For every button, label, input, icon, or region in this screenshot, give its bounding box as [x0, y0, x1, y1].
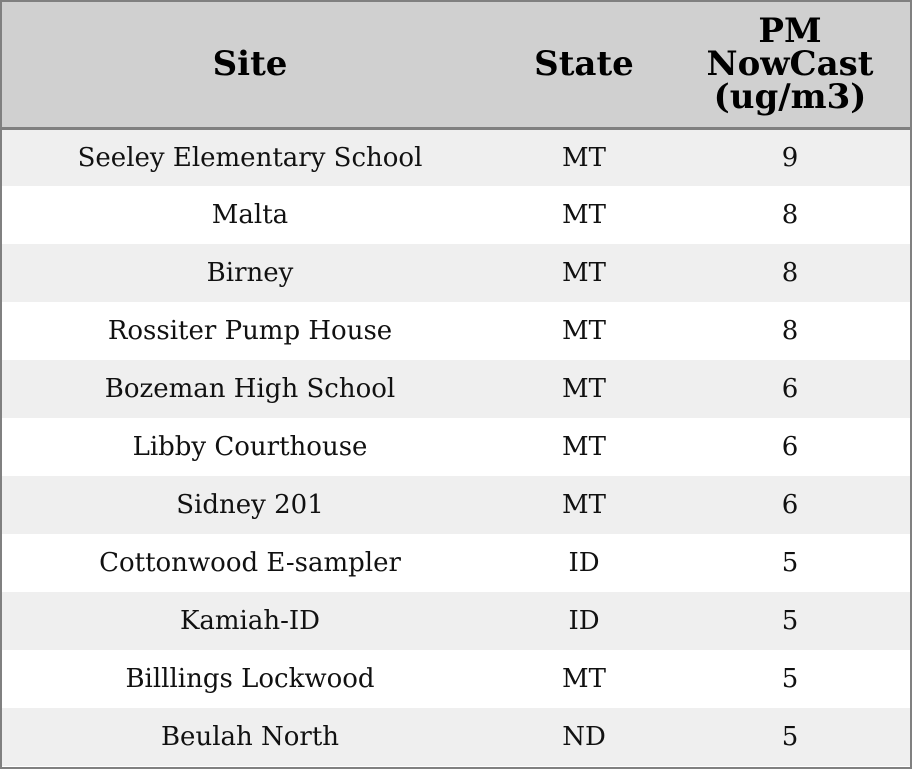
table-row [2, 244, 910, 302]
table-row [2, 534, 910, 592]
table-row [2, 360, 910, 418]
table-row [2, 592, 910, 650]
cell-pm-nowcast: 6 [781, 432, 799, 462]
cell-pm-nowcast: 8 [781, 258, 799, 288]
cell-site: Seeley Elementary School [77, 142, 423, 173]
table-body [2, 128, 910, 766]
cell-site: Billlings Lockwood [125, 664, 375, 694]
table-row [2, 186, 910, 244]
cell-site: Birney [206, 258, 294, 288]
table-row [2, 128, 910, 186]
cell-state: MT [562, 664, 606, 694]
cell-state: ND [562, 722, 606, 752]
cell-state: MT [562, 432, 606, 462]
table-row [2, 650, 910, 708]
cell-state: MT [562, 200, 606, 230]
cell-pm-nowcast: 5 [781, 722, 799, 752]
column-header-site: Site [2, 2, 498, 128]
cell-site: Sidney 201 [176, 490, 324, 520]
cell-site: Cottonwood E-sampler [99, 548, 401, 578]
cell-pm-nowcast: 8 [781, 200, 799, 230]
column-header-pm-nowcast: PM NowCast (ug/m3) [670, 2, 910, 128]
cell-state: ID [568, 548, 600, 578]
cell-pm-nowcast: 5 [781, 664, 799, 694]
column-header-state: State [498, 2, 670, 128]
cell-site: Malta [211, 200, 289, 230]
cell-pm-nowcast: 6 [781, 374, 799, 404]
cell-state: ID [568, 606, 600, 636]
cell-state: MT [562, 316, 606, 346]
cell-state: MT [562, 490, 606, 520]
cell-site: Rossiter Pump House [107, 316, 393, 346]
header-row [2, 2, 910, 128]
cell-state: MT [562, 374, 606, 404]
cell-pm-nowcast: 8 [781, 316, 799, 346]
cell-site: Kamiah-ID [179, 606, 321, 636]
pm-nowcast-table [2, 2, 910, 766]
cell-state: MT [562, 142, 606, 173]
table-row [2, 708, 910, 766]
table-row [2, 302, 910, 360]
table-row [2, 476, 910, 534]
cell-site: Libby Courthouse [132, 432, 368, 462]
cell-pm-nowcast: 5 [781, 606, 799, 636]
table-row [2, 418, 910, 476]
cell-pm-nowcast: 5 [781, 548, 799, 578]
cell-site: Beulah North [160, 722, 340, 752]
cell-state: MT [562, 258, 606, 288]
cell-pm-nowcast: 9 [781, 142, 799, 173]
cell-site: Bozeman High School [104, 374, 396, 404]
cell-pm-nowcast: 6 [781, 490, 799, 520]
